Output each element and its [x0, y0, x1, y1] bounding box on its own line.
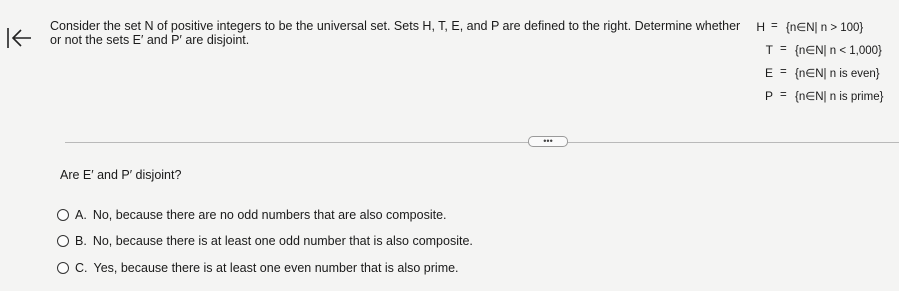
- section-divider: [65, 142, 899, 143]
- set-name: P: [764, 89, 773, 103]
- radio-button-icon[interactable]: [57, 262, 69, 274]
- set-definition: {n∈N| n is prime}: [795, 91, 884, 103]
- question-line-2: or not the sets E′ and P′ are disjoint.: [50, 33, 250, 47]
- set-name: E: [764, 66, 773, 80]
- set-name: T: [765, 43, 773, 57]
- question-line-1: Consider the set N of positive integers to be the universal set. Sets H, T, E, and P are defined to the right. Determine whether: [50, 19, 741, 33]
- equals-sign: =: [771, 20, 778, 32]
- equals-sign: =: [780, 89, 787, 101]
- option-c[interactable]: [57, 259, 459, 277]
- equals-sign: =: [780, 66, 787, 78]
- equals-sign: =: [780, 43, 787, 55]
- set-name: H: [756, 20, 765, 34]
- radio-button-icon[interactable]: [57, 235, 69, 247]
- option-text: Yes, because there is at least one even number that is also prime.: [93, 261, 459, 275]
- set-definition: {n∈N| n < 1,000}: [795, 45, 882, 57]
- radio-button-icon[interactable]: [57, 209, 69, 221]
- option-a[interactable]: [57, 206, 447, 224]
- set-definition: {n∈N| n is even}: [795, 68, 880, 80]
- back-arrow-icon[interactable]: [6, 26, 32, 50]
- question-text: [50, 19, 750, 47]
- option-b[interactable]: [57, 232, 473, 250]
- set-definition: {n∈N| n > 100}: [786, 22, 864, 34]
- option-text: No, because there is at least one odd number that is also composite.: [92, 234, 473, 248]
- answer-prompt: Are E′ and P′ disjoint?: [60, 168, 182, 182]
- option-letter: B.: [75, 234, 87, 248]
- option-letter: A.: [75, 208, 87, 222]
- expand-button[interactable]: •••: [528, 136, 568, 147]
- option-letter: C.: [75, 261, 88, 275]
- option-text: No, because there are no odd numbers that are also composite.: [92, 208, 447, 222]
